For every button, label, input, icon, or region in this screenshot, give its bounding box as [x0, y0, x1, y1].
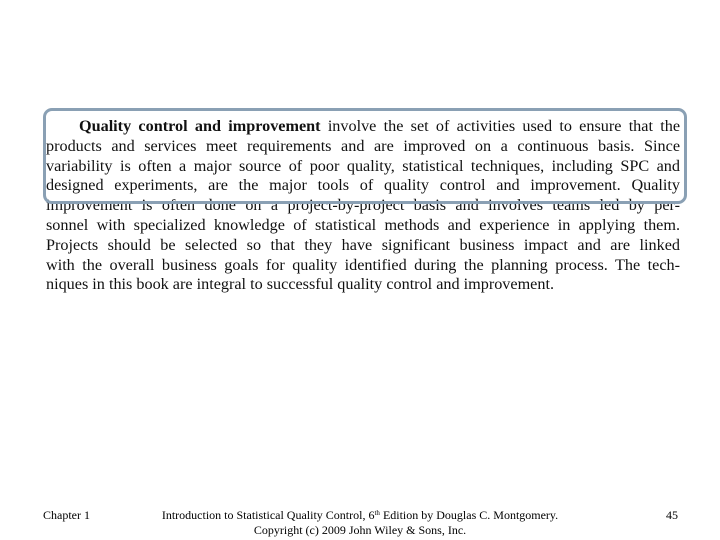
- excerpt-line-3: variability is often a major source of poor quality, statistical techniques, including SPC and: [46, 156, 680, 175]
- footer-citation-line: [150, 508, 570, 523]
- excerpt-line-9: niques in this book are integral to successful quality control and improvement.: [46, 275, 554, 294]
- excerpt-line-8: with the overall business goals for quality identified during the planning process. The tech-: [46, 255, 680, 274]
- excerpt-line-2: products and services meet requirements and are improved on a continuous basis. Since: [46, 136, 680, 155]
- page-number: 45: [666, 508, 678, 522]
- footer-citation: [150, 508, 570, 538]
- citation-author: Edition by Douglas C. Montgomery.: [379, 508, 559, 522]
- defined-term: Quality control and improvement: [79, 117, 321, 135]
- citation-title: Introduction to Statistical Quality Control, 6: [161, 508, 375, 522]
- excerpt-line-5: improvement is often done on a project-by-project basis and involves teams led by per-: [46, 196, 680, 215]
- edition-ordinal: th: [374, 509, 380, 517]
- excerpt-line-4: designed experiments, are the major tools of quality control and improvement. Quality: [46, 176, 680, 195]
- excerpt-line-7: Projects should be selected so that they have significant business impact and are linked: [46, 235, 680, 254]
- footer-chapter: Chapter 1: [43, 508, 90, 522]
- excerpt-line-1-rest: involve the set of activities used to ensure that the: [320, 117, 680, 135]
- definition-highlight-box: [43, 108, 687, 204]
- footer-copyright: Copyright (c) 2009 John Wiley & Sons, Inc.: [253, 523, 467, 537]
- excerpt-line-6: sonnel with specialized knowledge of statistical methods and experience in applying them.: [46, 215, 680, 234]
